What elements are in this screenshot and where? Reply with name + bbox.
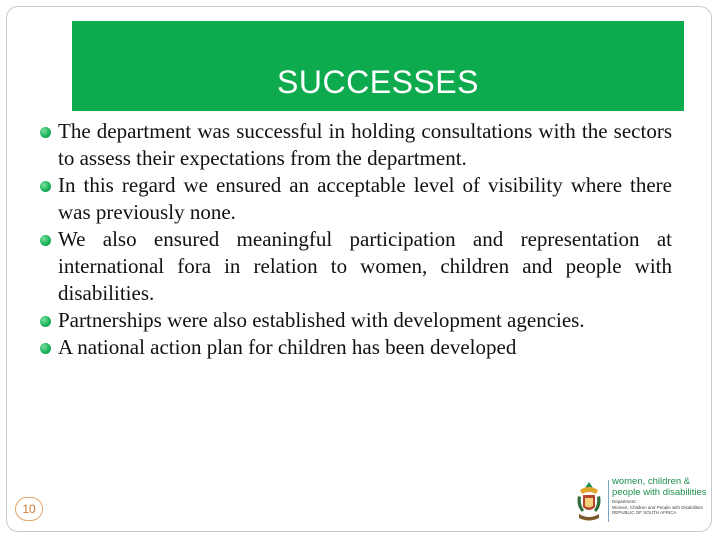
bullet-icon [40, 343, 51, 354]
bullet-item [40, 226, 672, 307]
logo-name: women, children & people with disabilities [612, 476, 707, 498]
bullet-text: We also ensured meaningful participation and representation at international fora in relation to women, children and people with disabilities. [58, 227, 672, 305]
coat-of-arms-icon [574, 480, 604, 522]
bullet-list [40, 118, 672, 361]
bullet-icon [40, 127, 51, 138]
bullet-icon [40, 235, 51, 246]
slide-title: SUCCESSES [277, 64, 479, 100]
bullet-text: The department was successful in holding consultations with the sectors to assess their expectations from the department. [58, 119, 672, 170]
logo-divider [608, 480, 609, 522]
bullet-item [40, 172, 672, 226]
bullet-text: A national action plan for children has been developed [58, 335, 517, 359]
logo-department: Department: Women, Children and People with Disabilities REPUBLIC OF SOUTH AFRICA [612, 499, 703, 515]
bullet-icon [40, 181, 51, 192]
bullet-item [40, 118, 672, 172]
bullet-icon [40, 316, 51, 327]
page-number: 10 [15, 497, 43, 521]
title-bar [72, 21, 684, 111]
bullet-text: Partnerships were also established with development agencies. [58, 308, 585, 332]
bullet-item [40, 334, 672, 361]
bullet-text: In this regard we ensured an acceptable level of visibility where there was previously none. [58, 173, 672, 224]
bullet-item [40, 307, 672, 334]
department-logo [574, 474, 714, 528]
